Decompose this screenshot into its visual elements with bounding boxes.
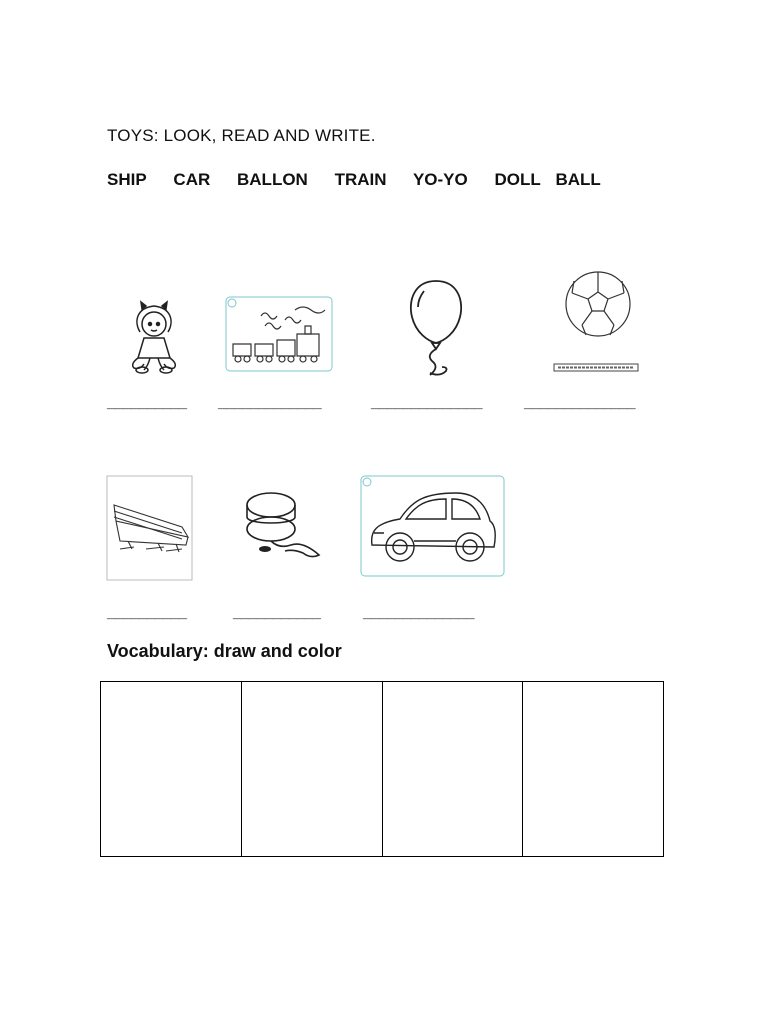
word-bank-item: TRAIN — [334, 170, 387, 189]
answer-blank[interactable]: __________ — [107, 604, 186, 621]
train-picture — [225, 296, 333, 372]
answer-blank[interactable]: ___________ — [233, 604, 320, 621]
answer-blank[interactable]: _____________ — [218, 394, 321, 411]
drawing-box[interactable] — [101, 682, 242, 856]
yo-yo-picture — [245, 489, 327, 561]
answer-blank[interactable]: __________ — [107, 394, 186, 411]
balloon-picture — [404, 277, 468, 377]
word-bank-item: YO-YO — [412, 170, 468, 189]
answer-blank[interactable]: ______________ — [363, 604, 474, 621]
word-bank-item: SHIP — [107, 170, 147, 189]
ball-picture — [552, 264, 638, 374]
drawing-box[interactable] — [383, 682, 524, 856]
drawing-grid — [100, 681, 664, 857]
word-bank-item: DOLL — [494, 170, 541, 189]
worksheet-title: TOYS: LOOK, READ AND WRITE. — [107, 126, 376, 145]
drawing-box[interactable] — [523, 682, 663, 856]
answer-blank[interactable]: ______________ — [371, 394, 482, 411]
drawing-box[interactable] — [242, 682, 383, 856]
word-bank-item: BALL — [555, 170, 601, 189]
word-bank — [107, 170, 623, 190]
car-picture — [360, 475, 505, 577]
doll-picture — [120, 300, 188, 374]
ship-picture — [106, 475, 193, 581]
vocabulary-heading: Vocabulary: draw and color — [107, 641, 342, 661]
word-bank-item: BALLON — [237, 170, 308, 189]
answer-blank[interactable]: ______________ — [524, 394, 635, 411]
word-bank-item: CAR — [173, 170, 211, 189]
